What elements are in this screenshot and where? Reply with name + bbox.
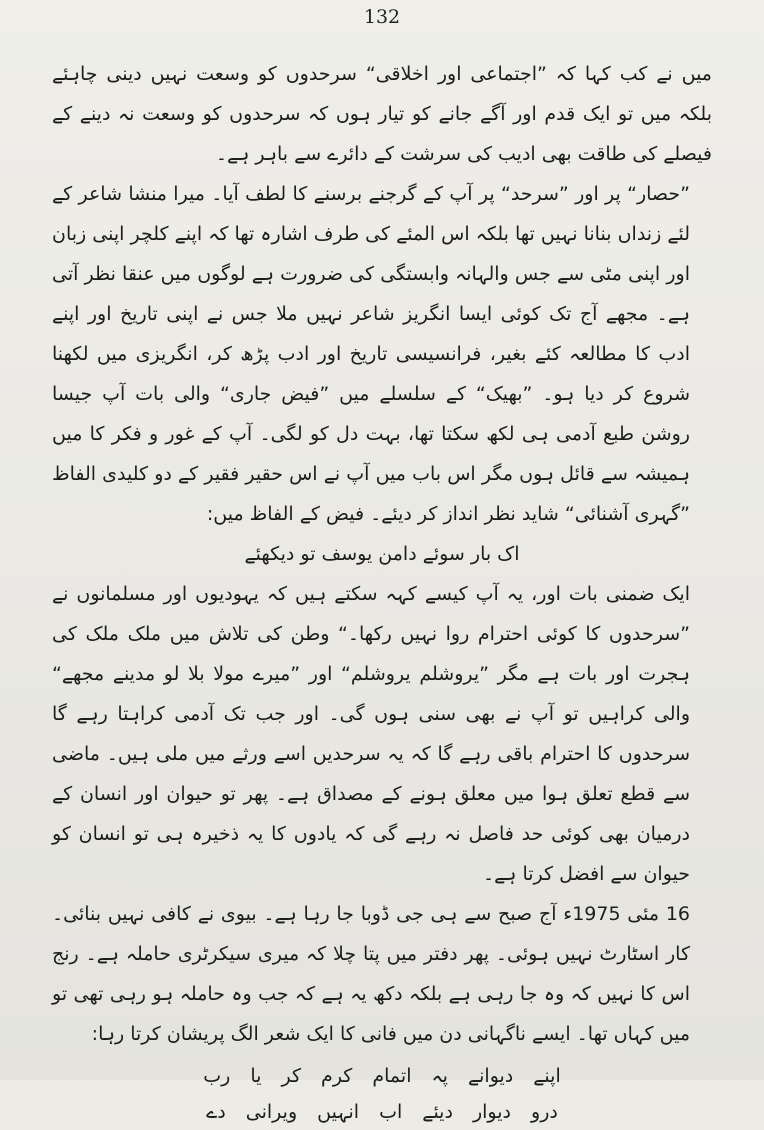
faiz-verse: اک بار سوئے دامن یوسف تو دیکھئے (244, 543, 520, 565)
couplet-line-2: درو دیوار دیئے اب انہیں ویرانی دے (206, 1101, 558, 1123)
paragraph-side-note: ایک ضمنی بات اور، یہ آپ کیسے کہہ سکتے ہیں کہ یہودیوں اور مسلمانوں نے ”سرحدوں کا کوئی احترام روا نہیں رکھا۔“ وطن کی تلاش میں ملک ملک کی ہجرت اور بات ہے مگر ”یروشلم یروشلم“ اور ”میرے مولا بلا لو مدینے مجھے“ والی کراہیں تو آپ نے بھی سنی ہوں گی۔ اور جب تک آدمی کراہتا رہے گا سرحدوں کا احترام باقی رہے گا کہ یہ سرحدیں اسے ورثے میں ملی ہیں۔ ماضی سے قطع تعلق ہوا میں معلق ہونے کے مصداق ہے۔ پھر تو حیوان اور انسان کے درمیان بھی کوئی حد فاصل نہ رہے گی کہ یادوں کا یہ ذخیرہ ہی تو انسان کو حیوان سے افضل کرتا ہے۔ (52, 583, 690, 885)
fani-couplet (52, 1058, 712, 1130)
paragraph-diary-entry: 16 مئی 1975ء آج صبح سے ہی جی ڈوبا جا رہا ہے۔ بیوی نے کافی نہیں بنائی۔ کار اسٹارٹ نہیں ہوئی۔ پھر دفتر میں پتا چلا کہ میری سیکرٹری حاملہ ہے۔ رنج اس کا نہیں کہ وہ جا رہی ہے بلکہ دکھ یہ ہے کہ جب وہ حاملہ ہو رہی تھی تو میں کہاں تھا۔ ایسے ناگہانی دن میں فانی کا ایک شعر الگ پریشان کرتا رہا: (52, 903, 691, 1045)
page-number: 132 (363, 6, 401, 28)
couplet-line-1: اپنے دیوانے پہ اتمام کرم کر یا رب (203, 1065, 561, 1087)
page-body (52, 54, 712, 1130)
paragraph-hisar-sarhad: ”حصار“ پر اور ”سرحد“ پر آپ کے گرجنے برسنے کا لطف آیا۔ میرا منشا شاعر کے لئے زنداں بنانا نہیں تھا بلکہ اس المئے کی طرف اشارہ تھا کہ اپنے کلچر اپنی زبان اور اپنی مٹی سے جس والہانہ وابستگی کی ضرورت ہے لوگوں میں عنقا نظر آتی ہے۔ مجھے آج تک کوئی ایسا انگریز شاعر نہیں ملا جس نے اپنی تاریخ اور اپنے ادب کا مطالعہ کئے بغیر، فرانسیسی تاریخ اور ادب پڑھ کر، انگریزی میں لکھنا شروع کر دیا ہو۔ ”بھیک“ کے سلسلے میں ”فیض جاری“ والی بات آپ جیسا روشن طبع آدمی ہی لکھ سکتا تھا، بہت دل کو لگی۔ آپ کے غور و فکر کا میں ہمیشہ سے قائل ہوں مگر اس باب میں آپ نے اس حقیر فقیر کے دو کلیدی الفاظ ”گہری آشنائی“ شاید نظر انداز کر دیئے۔ فیض کے الفاظ میں: (52, 183, 690, 525)
paragraph-boundaries: میں نے کب کہا کہ ”اجتماعی اور اخلاقی“ سرحدوں کو وسعت نہیں دینی چاہئے بلکہ میں تو ایک قدم اور آگے جانے کو تیار ہوں کہ سرحدوں کو وسعت نہ دینے کے فیصلے کی طاقت بھی ادیب کی سرشت کے دائرے سے باہر ہے۔ (52, 63, 712, 165)
